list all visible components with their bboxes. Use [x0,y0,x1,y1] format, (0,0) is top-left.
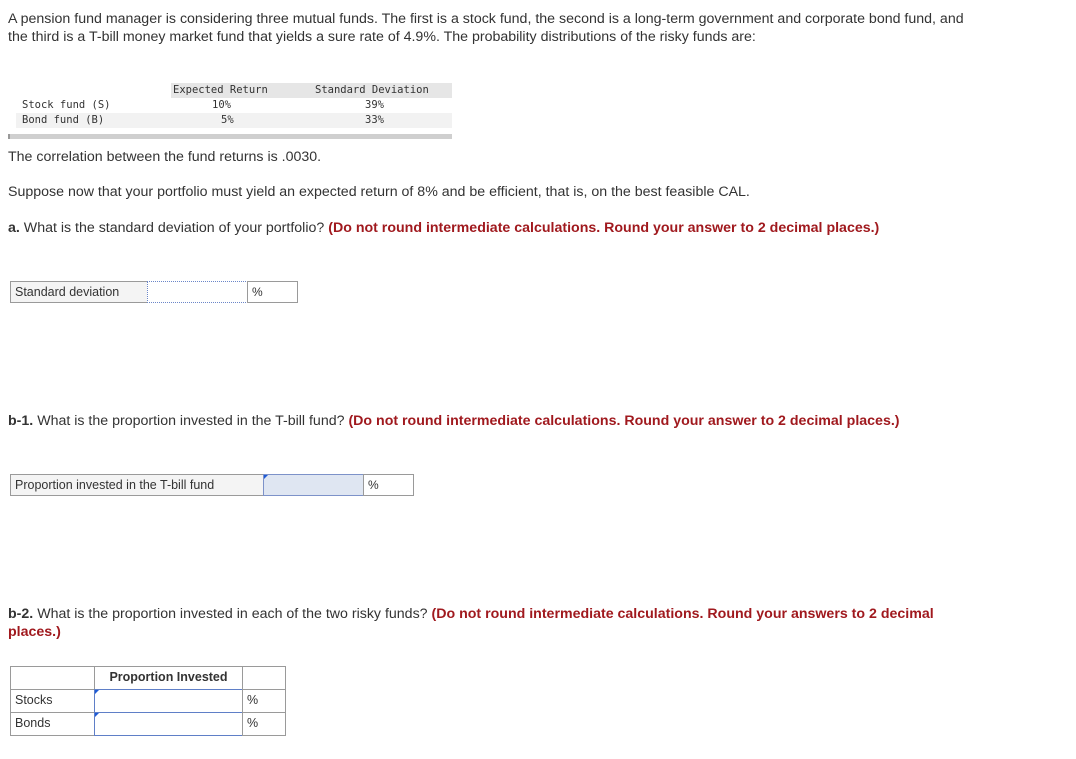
intro-text: A pension fund manager is considering three mutual funds. The first is a stock fund, the second is a long-term government and corporate bond fund, and the third is a T-bill money market fund that yields a sure rate of 4.9%. The probability distributions of the risky funds are: [8,11,964,45]
question-a-text: What is the standard deviation of your portfolio? [23,220,325,236]
stocks-unit: % [242,689,286,713]
std-dev-input[interactable] [147,281,248,303]
question-b2-label: b-2. [8,606,34,622]
question-b2-instruction: (Do not round intermediate calculations. Round your answers to 2 decimal places.) [8,606,934,640]
question-b2-text: What is the proportion invested in each of the two risky funds? [37,606,428,622]
tbill-proportion-label: Proportion invested in the T-bill fund [10,474,264,496]
fund-table-row [16,113,452,128]
question-b1-text: What is the proportion invested in the T-bill fund? [37,413,345,429]
input-marker-icon [264,475,268,479]
stocks-label: Stocks [10,689,95,713]
input-marker-icon [95,713,99,717]
header-expected-return: Expected Return [173,84,268,96]
bonds-unit: % [242,712,286,736]
question-b1-label: b-1. [8,413,34,429]
table-corner-cell [10,666,95,690]
table-corner-cell [242,666,286,690]
fund-name: Bond fund (B) [22,114,105,126]
std-dev-label: Standard deviation [10,281,148,303]
fund-expected-return: 10% [212,99,231,111]
question-a [8,219,968,237]
stocks-proportion-input[interactable] [94,689,243,713]
fund-name: Stock fund (S) [22,99,111,111]
correlation-text: The correlation between the fund returns is .0030. [8,149,322,165]
tbill-proportion-input[interactable] [263,474,364,496]
question-b2 [8,605,968,641]
fund-table [8,83,452,143]
input-marker-icon [95,690,99,694]
bonds-label: Bonds [10,712,95,736]
fund-expected-return: 5% [221,114,234,126]
fund-std-dev: 39% [365,99,384,111]
question-b1 [8,412,968,430]
question-b1-instruction: (Do not round intermediate calculations. Round your answer to 2 decimal places.) [348,413,900,429]
question-a-label: a. [8,220,20,236]
header-standard-deviation: Standard Deviation [315,84,429,96]
fund-table-row [16,98,452,113]
fund-std-dev: 33% [365,114,384,126]
fund-table-footer-bar [8,134,452,139]
bonds-proportion-input[interactable] [94,712,243,736]
tbill-proportion-unit: % [363,474,414,496]
suppose-text: Suppose now that your portfolio must yield an expected return of 8% and be efficient, that is, on the best feasible CAL. [8,184,750,200]
question-a-instruction: (Do not round intermediate calculations. Round your answer to 2 decimal places.) [328,220,880,236]
std-dev-unit: % [247,281,298,303]
proportion-invested-header: Proportion Invested [94,666,243,690]
